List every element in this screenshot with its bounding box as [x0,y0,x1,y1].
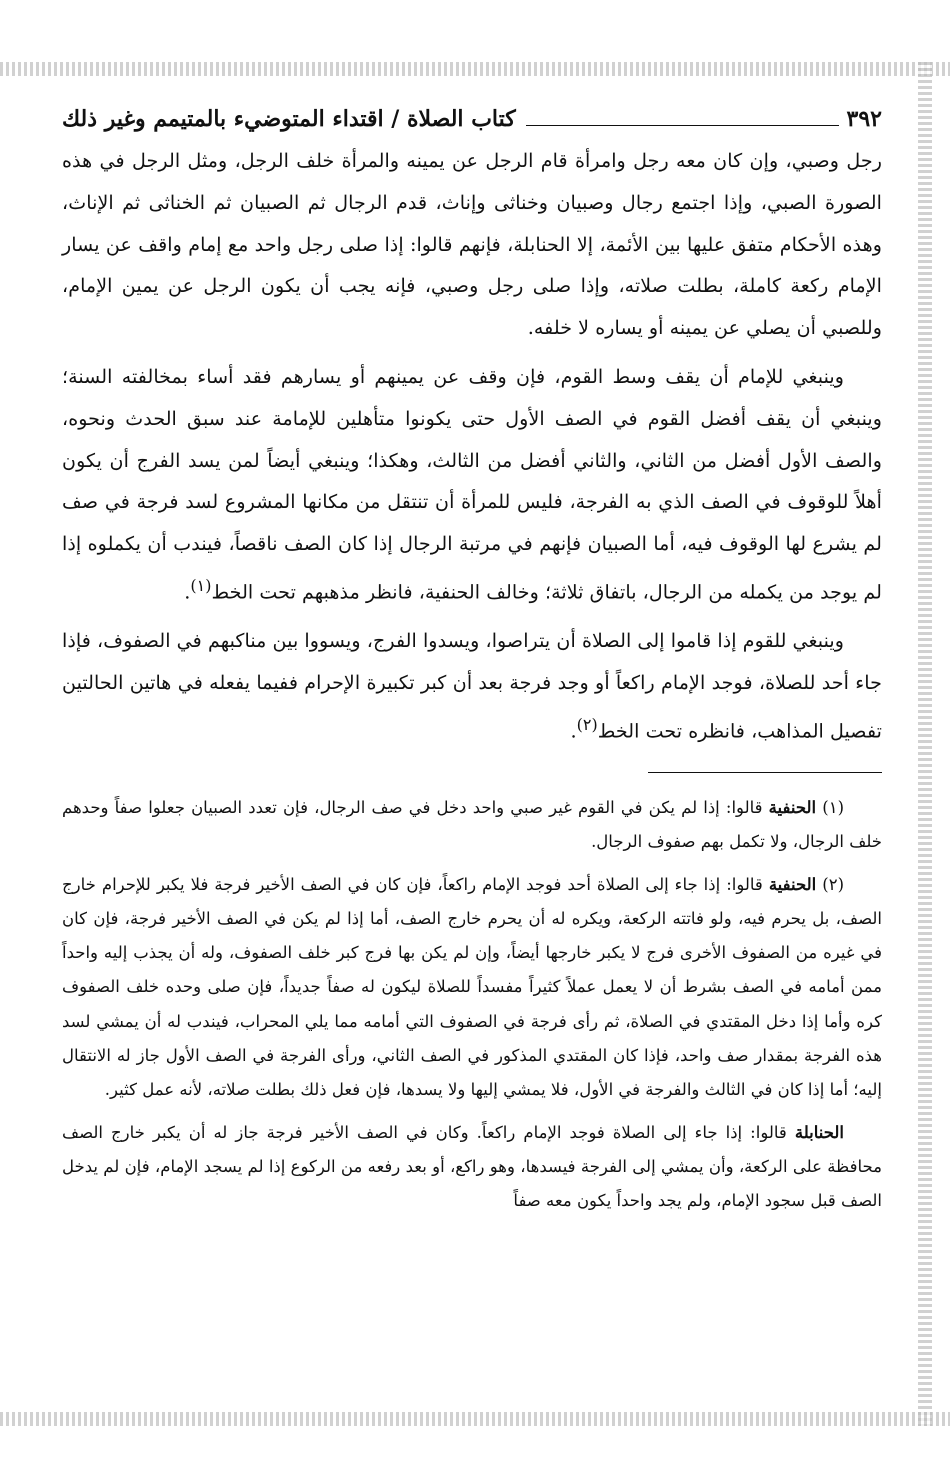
footnote-1-term: الحنفية [768,797,817,817]
paragraph-3 [62,620,882,752]
footnote-ref-1: (١) [190,575,212,595]
top-ornamental-border [0,62,950,76]
paragraph-1 [62,140,882,349]
footnote-2-text: قالوا: إذا جاء إلى الصلاة أحد فوجد الإمام راكعاً، فإن كان في الصف الأخير فرجة فلا يكبر للإحرام خارج الصف، بل يحرم فيه، ولو فاتته الركعة، ويكره له أن يحرم خارج الصف، أما إذا لم يكن في الصف الأخير فرجة، فإن كان في غيره من الصفوف الأخرى فرج لا يكبر خارجها أيضاً، وإن لم يكن بها فرج كبر خلف الصفوف، وله أن يجذب إليه واحداً ممن أمامه في الصف بشرط أن لا يعمل عملاً كثيراً مفسداً للصلاة ليكون له صفاً جديداً، فإن صلى وحده خلف الصفوف كره وأما إذا دخل المقتدي في الصلاة، ثم رأى فرجة في الصفوف التي أمامه مما يلي المحراب، فيندب له أن يمشي لسد هذه الفرجة بمقدار صف واحد، فإذا كان المقتدي المذكور في الصف الثاني، ورأى الفرجة في الصف الأول جاز له الانتقال إليه؛ أما إذا كان في الثالث والفرجة في الأول، فلا يمشي إليها ولا يسدها، فإن فعل ذلك بطلت صلاته، لأنه عمل كثير. [62,874,882,1100]
footnote-1-text: قالوا: إذا لم يكن في القوم غير صبي واحد دخل في صف الرجال، فإن تعدد الصبيان جعلوا صفاً وحدهم خلف الرجال، ولا تكمل بهم صفوف الرجال. [62,797,882,852]
footnote-2-number: (٢) [822,874,845,894]
header-rule [526,125,839,126]
right-ornamental-border [918,62,932,1426]
footnote-2 [62,868,882,1108]
footnote-3 [62,1116,882,1219]
footnote-separator [648,772,882,773]
paragraph-2-end: . [184,580,191,604]
paragraph-3-text: وينبغي للقوم إذا قاموا إلى الصلاة أن يتراصوا، ويسدوا الفرج، ويسووا بين مناكبهم في الصفوف، فإذا جاء أحد للصلاة، فوجد الإمام راكعاً أو وجد فرجة بعد أن كبر تكبيرة الإحرام ففيما يفعله في هاتين الحالتين تفصيل المذاهب، فانظره تحت الخط [62,629,882,743]
main-text [62,140,882,752]
page-number: ٣٩٢ [846,106,882,132]
running-title: كتاب الصلاة / اقتداء المتوضيء بالمتيمم وغير ذلك [62,106,516,132]
footnote-1 [62,791,882,860]
paragraph-2-text: وينبغي للإمام أن يقف وسط القوم، فإن وقف عن يمينهم أو يسارهم فقد أساء بمخالفته السنة؛ وينبغي أن يقف أفضل القوم في الصف الأول حتى يكونوا متأهلين للإمامة عند سبق الحدث ونحوه، والصف الأول أفضل من الثاني، والثاني أفضل من الثالث، وهكذا؛ وينبغي أيضاً لمن يسد الفرج أن يكون أهلاً للوقوف في الصف الذي به الفرجة، فليس للمرأة أن تنتقل من مكانها المشروع لسد فرجة في صف لم يشرع لها الوقوف فيه، أما الصبيان فإنهم في مرتبة الرجال إذا كان الصف ناقصاً، فيندب أن يكملوه إذا لم يوجد من يكمله من الرجال، باتفاق ثلاثة؛ وخالف الحنفية، فانظر مذهبهم تحت الخط [62,364,882,604]
paragraph-3-end: . [570,719,577,743]
book-page [62,96,882,1406]
bottom-ornamental-border [0,1412,950,1426]
footnote-3-term: الحنابلة [794,1122,845,1142]
page-header [62,96,882,132]
paragraph-1-text: رجل وصبي، وإن كان معه رجل وامرأة قام الرجل عن يمينه والمرأة خلف الرجل، ومثل الرجل في هذه الصورة الصبي، وإذا اجتمع رجال وصبيان وخناثى وإناث، قدم الرجال ثم الصبيان ثم الخناثى ثم الإناث، وهذه الأحكام متفق عليها بين الأئمة، إلا الحنابلة، فإنهم قالوا: إذا صلى رجل واحد مع إمام واقف عن يسار الإمام ركعة كاملة، بطلت صلاته، وإذا صلى رجل وصبي، فإنه يجب أن يكون الرجل عن يمين الإمام، وللصبي أن يصلي عن يمينه أو يساره لا خلفه. [62,149,882,340]
footnote-3-text: قالوا: إذا جاء إلى الصلاة فوجد الإمام راكعاً. وكان في الصف الأخير فرجة جاز له أن يكبر خارج الصف محافظة على الركعة، وأن يمشي إلى الفرجة فيسدها، وهو راكع، أو بعد رفعه من الركوع إذا لم يسجد الإمام، فإن لم يدخل الصف قبل سجود الإمام، ولم يجد واحداً يكون معه صفاً [62,1122,882,1211]
footnotes [62,791,882,1219]
footnote-1-number: (١) [822,797,844,817]
paragraph-2 [62,356,882,613]
footnote-2-term: الحنفية [768,874,817,894]
footnote-ref-2: (٢) [576,714,598,734]
